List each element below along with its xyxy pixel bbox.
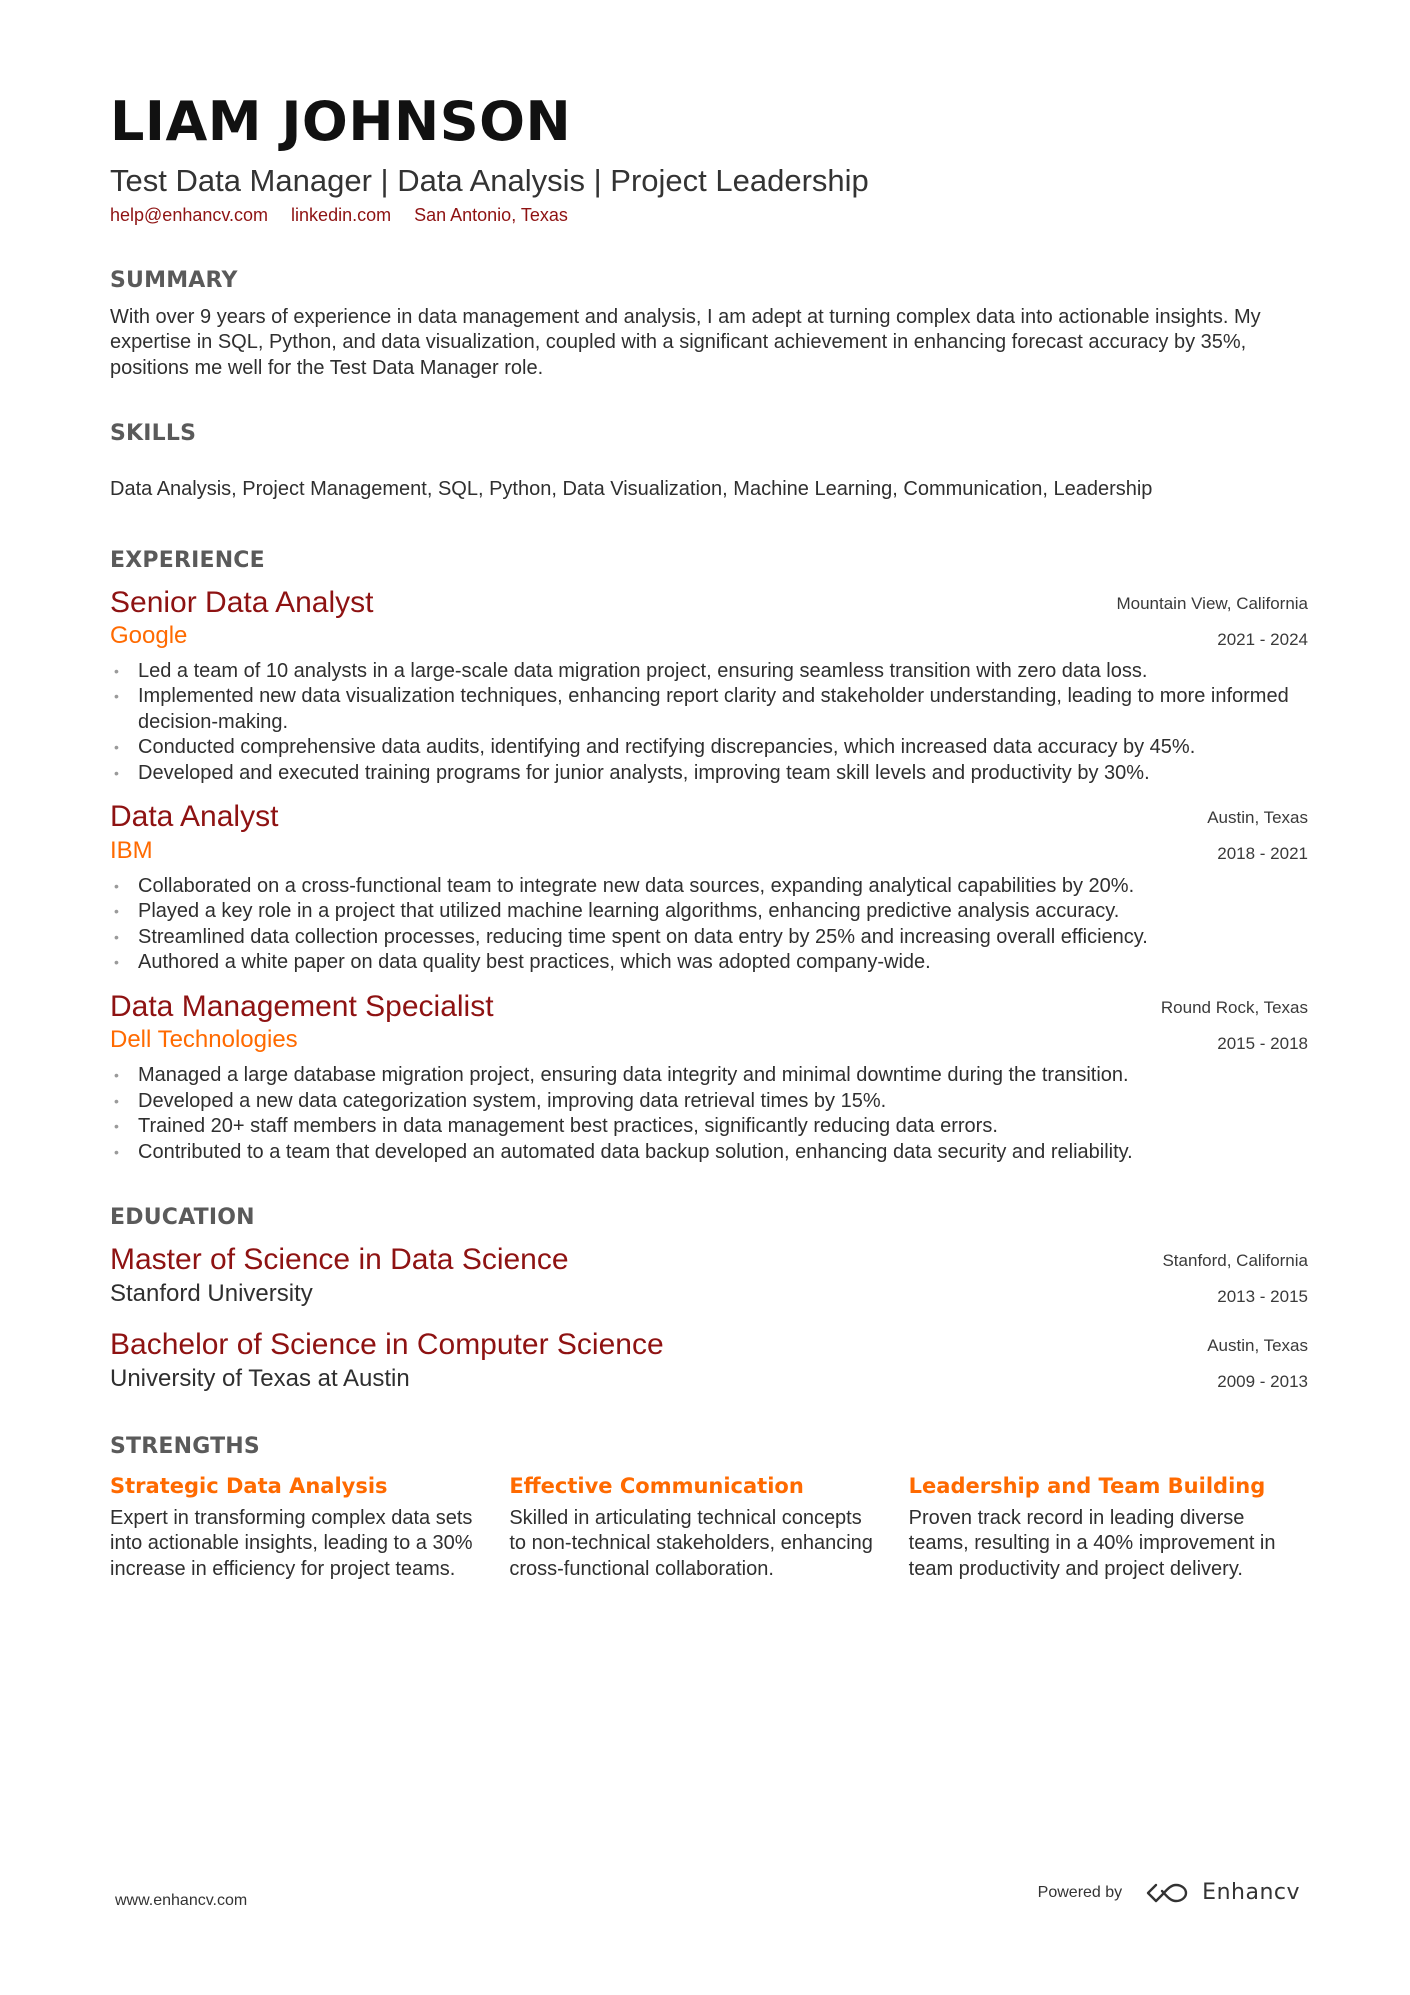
education-entry bbox=[110, 1243, 1308, 1308]
bullet-item: • Conducted comprehensive data audits, identifying and rectifying discrepancies, which increased data accuracy by 45%. bbox=[110, 735, 1308, 761]
resume-header bbox=[110, 90, 1308, 226]
strengths-title: STRENGTHS bbox=[110, 1433, 260, 1459]
bullet-item: • Developed and executed training programs for junior analysts, improving team skill levels and productivity by 30%. bbox=[110, 761, 1308, 787]
experience-section bbox=[110, 548, 1308, 1165]
job-dates: 2021 - 2024 bbox=[1217, 629, 1308, 649]
strength-title: Strategic Data Analysis bbox=[110, 1473, 388, 1498]
email-link[interactable]: help@enhancv.com bbox=[110, 204, 269, 225]
experience-title: EXPERIENCE bbox=[110, 547, 265, 573]
company-name: IBM bbox=[110, 836, 153, 864]
job-location: Round Rock, Texas bbox=[1160, 997, 1308, 1017]
bullet-item: • Contributed to a team that developed an automated data backup solution, enhancing data security and reliability. bbox=[110, 1140, 1308, 1166]
experience-entry bbox=[110, 586, 1308, 787]
enhancv-logo-icon bbox=[1146, 1881, 1192, 1905]
school-name: Stanford University bbox=[110, 1279, 313, 1307]
job-title: Data Analyst bbox=[110, 800, 279, 834]
bullet-item: • Collaborated on a cross-functional team to integrate new data sources, expanding analytical capabilities by 20%. bbox=[110, 874, 1308, 900]
strength-description: Proven track record in leading diverse teams, resulting in a 40% improvement in team productivity and project delivery. bbox=[908, 1506, 1276, 1580]
strength-item bbox=[509, 1473, 908, 1583]
job-title: Senior Data Analyst bbox=[110, 585, 374, 619]
education-dates: 2013 - 2015 bbox=[1217, 1287, 1308, 1307]
job-bullets bbox=[110, 659, 1308, 787]
strengths-grid bbox=[110, 1473, 1308, 1583]
school-location: Austin, Texas bbox=[1207, 1336, 1308, 1356]
job-location: Austin, Texas bbox=[1207, 808, 1308, 828]
degree-title: Master of Science in Data Science bbox=[110, 1243, 569, 1277]
school-name: University of Texas at Austin bbox=[110, 1364, 410, 1392]
skills-title: SKILLS bbox=[110, 421, 197, 447]
degree-title: Bachelor of Science in Computer Science bbox=[110, 1328, 664, 1362]
enhancv-brand-text: Enhancv bbox=[1202, 1880, 1300, 1905]
skills-text: Data Analysis, Project Management, SQL, Python, Data Visualization, Machine Learning, Communication, Leadership bbox=[110, 478, 1153, 501]
strength-title: Leadership and Team Building bbox=[908, 1473, 1266, 1498]
bullet-item: • Trained 20+ staff members in data management best practices, significantly reducing data errors. bbox=[110, 1114, 1308, 1140]
bullet-item: • Managed a large database migration project, ensuring data integrity and minimal downtime during the transition. bbox=[110, 1063, 1308, 1089]
job-dates: 2018 - 2021 bbox=[1217, 844, 1308, 864]
job-title: Data Management Specialist bbox=[110, 989, 494, 1023]
strength-item bbox=[110, 1473, 509, 1583]
education-meta bbox=[1207, 1328, 1308, 1400]
job-meta bbox=[1161, 990, 1308, 1062]
bullet-item: • Led a team of 10 analysts in a large-scale data migration project, ensuring seamless transition with zero data loss. bbox=[110, 659, 1308, 685]
location-text: San Antonio, Texas bbox=[414, 204, 568, 225]
bullet-item: • Developed a new data categorization system, improving data retrieval times by 15%. bbox=[110, 1089, 1308, 1115]
education-title: EDUCATION bbox=[110, 1205, 255, 1231]
experience-entry bbox=[110, 800, 1308, 975]
powered-by-text: Powered by bbox=[1037, 1883, 1123, 1901]
bullet-item: • Implemented new data visualization techniques, enhancing report clarity and stakeholder understanding, leading to more informed decision-making. bbox=[110, 684, 1308, 735]
job-meta bbox=[1116, 586, 1308, 658]
summary-text: With over 9 years of experience in data management and analysis, I am adept at turning complex data into actionable insights. My expertise in SQL, Python, and data visualization, coupled with a significant achievement in enhancing forecast accuracy by 35%, positions me well for the Test Data Manager role. bbox=[110, 305, 1261, 379]
education-section bbox=[110, 1205, 1308, 1394]
candidate-name: LIAM JOHNSON bbox=[110, 90, 572, 153]
education-meta bbox=[1162, 1243, 1308, 1315]
contact-info bbox=[110, 205, 1308, 226]
job-meta bbox=[1207, 800, 1308, 872]
strengths-section bbox=[110, 1434, 1308, 1583]
footer-branding bbox=[1038, 1880, 1300, 1905]
summary-title: SUMMARY bbox=[110, 267, 238, 293]
footer-website-link[interactable]: www.enhancv.com bbox=[115, 1892, 248, 1909]
strength-description: Expert in transforming complex data sets into actionable insights, leading to a 30% increase in efficiency for project teams. bbox=[110, 1506, 473, 1580]
company-name: Google bbox=[110, 622, 188, 650]
education-entry bbox=[110, 1328, 1308, 1393]
bullet-item: • Streamlined data collection processes, reducing time spent on data entry by 25% and increasing overall efficiency. bbox=[110, 925, 1308, 951]
skills-section bbox=[110, 421, 1308, 503]
education-dates: 2009 - 2013 bbox=[1217, 1372, 1308, 1392]
bullet-item: • Played a key role in a project that utilized machine learning algorithms, enhancing predictive analysis accuracy. bbox=[110, 899, 1308, 925]
summary-section bbox=[110, 268, 1308, 382]
job-location: Mountain View, California bbox=[1116, 593, 1308, 613]
bullet-item: • Authored a white paper on data quality best practices, which was adopted company-wide. bbox=[110, 950, 1308, 976]
job-bullets bbox=[110, 874, 1308, 976]
strength-item bbox=[909, 1473, 1308, 1583]
strength-description: Skilled in articulating technical concepts to non-technical stakeholders, enhancing cross-functional collaboration. bbox=[509, 1506, 873, 1580]
job-bullets bbox=[110, 1063, 1308, 1165]
company-name: Dell Technologies bbox=[110, 1026, 298, 1054]
candidate-headline: Test Data Manager | Data Analysis | Project Leadership bbox=[110, 163, 869, 198]
strength-title: Effective Communication bbox=[509, 1473, 804, 1498]
job-dates: 2015 - 2018 bbox=[1217, 1033, 1308, 1053]
school-location: Stanford, California bbox=[1162, 1251, 1308, 1271]
experience-entry bbox=[110, 990, 1308, 1165]
resume-page bbox=[110, 90, 1308, 1582]
linkedin-link[interactable]: linkedin.com bbox=[291, 204, 392, 225]
